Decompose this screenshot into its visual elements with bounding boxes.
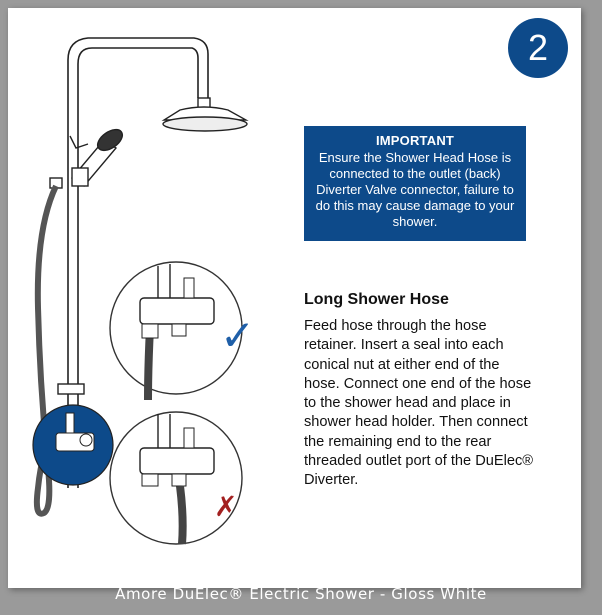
footer-caption: Amore DuElec® Electric Shower - Gloss White [115, 585, 487, 603]
hose-retainer [58, 384, 84, 394]
fixed-shower-head [163, 98, 247, 131]
check-icon: ✓ [220, 311, 256, 360]
handheld-shower [50, 125, 126, 188]
important-notice [304, 126, 526, 241]
diverter-highlight [33, 405, 113, 485]
step-number-badge: 2 [508, 18, 568, 78]
shower-illustration [8, 8, 308, 588]
incorrect-connection-detail [110, 412, 242, 544]
section-body: Feed hose through the hose retainer. Insert a seal into each conical nut at either end of the hose. Connect one end of the hose to the shower head and place in shower head holder. Then connect the remaining end to the rear threaded outlet port of the DuElec® Diverter. [304, 318, 533, 489]
important-heading: IMPORTANT [375, 133, 455, 148]
section-title: Long Shower Hose [304, 291, 449, 308]
important-text: Ensure the Shower Head Hose is connected to the outlet (back) Diverter Valve connector, failure to do this may cause damage to your shower. [315, 150, 515, 229]
instruction-page [8, 8, 581, 588]
cross-icon: ✗ [214, 490, 238, 523]
